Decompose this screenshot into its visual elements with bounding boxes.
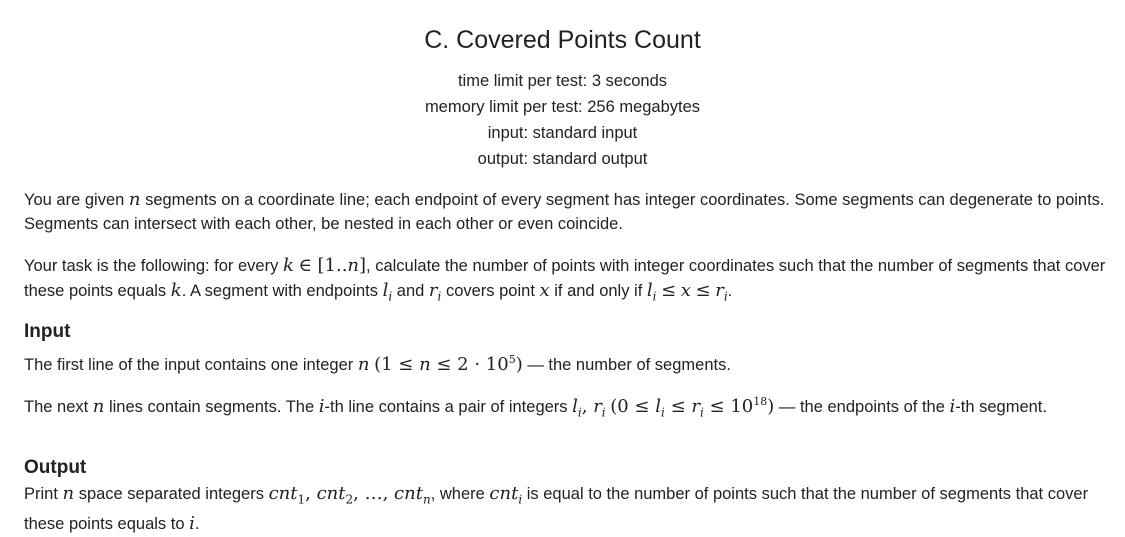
output-heading: Output — [24, 457, 87, 478]
input-heading: Input — [24, 321, 71, 342]
statement-paragraph-2: Your task is the following: for every k ∈ [1..n], calculate the number of points with integer coordinates such that the number of segments that cover these points equals k. A segment with endpoints $l_i$ and $r_i$ covers point x if and only if $l_i \le x \le r_i$. — [24, 255, 1106, 304]
problem-title: C. Covered Points Count — [424, 26, 701, 54]
output-line-1: Print n space separated integers cnt$_1$, cnt$_2$, …, cnt$_n$, where cnt$_i$ is equal to the number of points such that the number of segments that cover these points equals to i. — [24, 483, 1089, 535]
input-spec: input: standard input — [487, 124, 638, 142]
input-line-1: The first line of the input contains one integer n $(1 \le n \le 2 \cdot 10^5)$ — the number of segments. — [24, 353, 731, 375]
time-limit: time limit per test: 3 seconds — [457, 72, 668, 90]
statement-paragraph-1: You are given n segments on a coordinate line; each endpoint of every segment has integer coordinates. Some segments can degenerate to points. Segments can intersect with each other, be nested in each other or even coincide. — [24, 189, 1105, 233]
problem-limits — [0, 68, 1125, 172]
input-line-2: The next n lines contain segments. The i-th line contains a pair of integers $l_i$, $r_i$ $(0 \le l_i \le r_i \le 10^{18})$ — the endpoints of the i-th segment. — [24, 395, 1047, 420]
output-spec: output: standard output — [477, 150, 648, 168]
memory-limit: memory limit per test: 256 megabytes — [424, 98, 701, 116]
